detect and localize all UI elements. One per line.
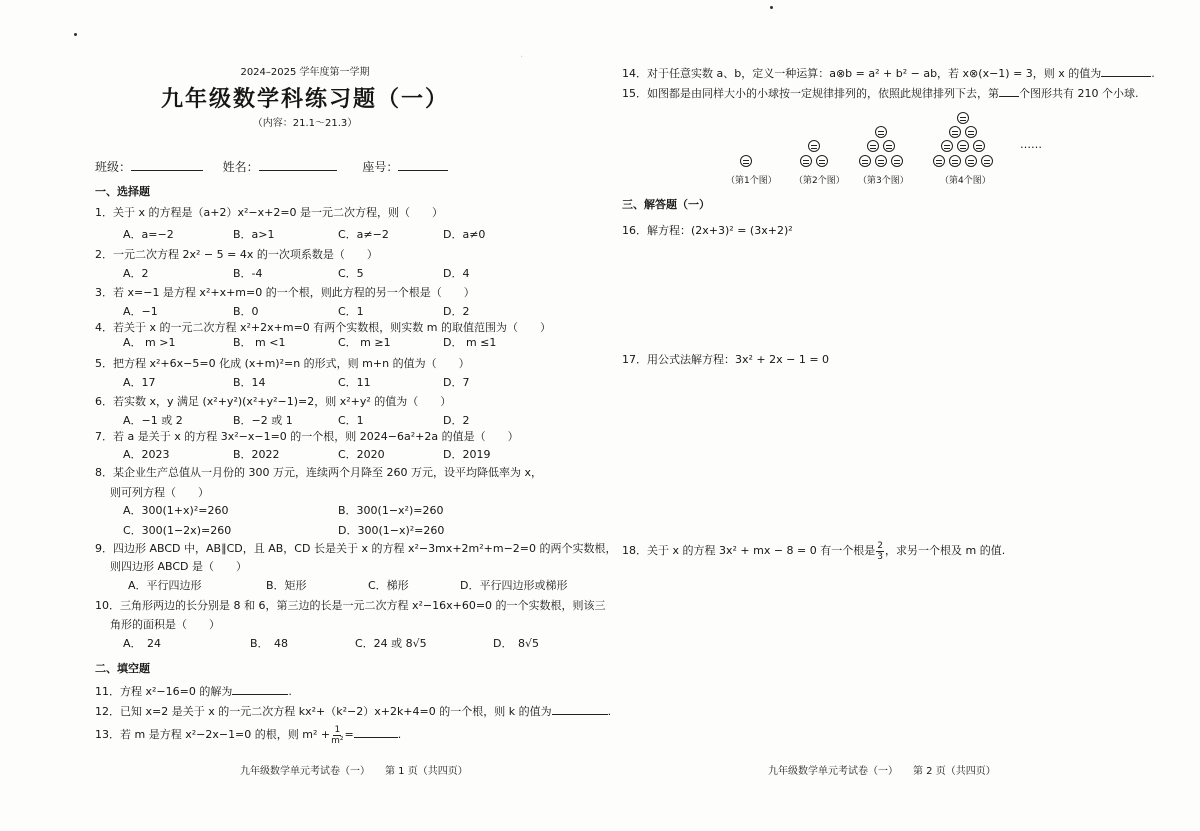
q2-option-d[interactable]: D．4 bbox=[443, 267, 470, 280]
q13-answer-blank[interactable] bbox=[354, 727, 398, 738]
q7-option-b[interactable]: B．2022 bbox=[233, 448, 280, 461]
question-11-text: 11．方程 x²−16=0 的解为 bbox=[95, 685, 233, 698]
ball-icon bbox=[891, 155, 903, 167]
q13-numerator: 1 bbox=[334, 724, 341, 735]
q3-option-c[interactable]: C．1 bbox=[338, 305, 364, 318]
ball-icon bbox=[957, 112, 969, 124]
q5-option-a[interactable]: A．17 bbox=[123, 376, 156, 389]
ball-icon bbox=[883, 140, 895, 152]
question-9-cont: 则四边形 ABCD 是（ ） bbox=[110, 560, 248, 573]
question-18-text: 18．关于 x 的方程 3x² + mx − 8 = 0 有一个根是 bbox=[622, 544, 876, 557]
q10-option-c[interactable]: C．24 或 8√5 bbox=[355, 637, 427, 650]
q8-option-d[interactable]: D．300(1−x)²=260 bbox=[338, 524, 445, 537]
ball-icon bbox=[867, 140, 879, 152]
question-6: 6．若实数 x，y 满足 (x²+y²)(x²+y²−1)=2，则 x²+y² 的值为（ ） bbox=[95, 395, 452, 408]
page-2-footer: 九年级数学单元考试卷（一） 第 2 页（共四页） bbox=[768, 766, 996, 777]
q18-denominator: 3 bbox=[877, 551, 883, 562]
bleed-through: · bbox=[520, 52, 524, 63]
q7-option-d[interactable]: D．2019 bbox=[443, 448, 491, 461]
q13-denominator: m² bbox=[331, 735, 344, 746]
q10-option-d[interactable]: D． 8√5 bbox=[493, 637, 539, 650]
q18-fraction bbox=[876, 541, 884, 562]
q2-option-c[interactable]: C．5 bbox=[338, 267, 364, 280]
q3-option-d[interactable]: D．2 bbox=[443, 305, 470, 318]
name-field[interactable] bbox=[259, 160, 337, 171]
ball-icon bbox=[875, 155, 887, 167]
q4-option-c[interactable]: C． m ≥1 bbox=[338, 336, 391, 349]
ball-icon bbox=[740, 155, 752, 167]
q2-option-a[interactable]: A．2 bbox=[123, 267, 149, 280]
q13-fraction bbox=[331, 725, 343, 746]
q13-equals: = bbox=[344, 728, 354, 741]
ball-icon bbox=[949, 155, 961, 167]
content-scope: （内容：21.1～21.3） bbox=[252, 118, 358, 129]
question-12-text: 12．已知 x=2 是关于 x 的一元二次方程 kx²+（k²−2）x+2k+4=0 的一个根，则 k 的值为 bbox=[95, 705, 552, 718]
question-2: 2．一元二次方程 2x² − 5 = 4x 的一次项系数是（ ） bbox=[95, 248, 378, 261]
q9-option-c[interactable]: C．梯形 bbox=[368, 579, 409, 592]
q4-option-a[interactable]: A． m >1 bbox=[123, 336, 176, 349]
q8-option-b[interactable]: B．300(1−x²)=260 bbox=[338, 504, 444, 517]
figure-4-label: （第4个图） bbox=[940, 176, 991, 186]
question-10: 10．三角形两边的长分别是 8 和 6，第三边的长是一元二次方程 x²−16x+60=0 的一个实数根，则该三 bbox=[95, 599, 606, 612]
figure-2-label: （第2个图） bbox=[794, 176, 845, 186]
question-4: 4．若关于 x 的一元二次方程 x²+2x+m=0 有两个实数根，则实数 m 的取值范围为（ ） bbox=[95, 321, 551, 334]
q2-option-b[interactable]: B．-4 bbox=[233, 267, 263, 280]
ball-icon bbox=[965, 155, 977, 167]
q6-option-b[interactable]: B．−2 或 1 bbox=[233, 414, 293, 427]
q6-option-d[interactable]: D．2 bbox=[443, 414, 470, 427]
q1-option-c[interactable]: C．a≠−2 bbox=[338, 228, 389, 241]
question-18-text-end: ，求另一个根及 m 的值. bbox=[885, 544, 1006, 557]
section-heading-choice: 一、选择题 bbox=[95, 185, 150, 198]
school-year: 2024–2025 学年度第一学期 bbox=[240, 67, 370, 78]
q12-answer-blank[interactable] bbox=[552, 704, 608, 715]
q10-option-a[interactable]: A． 24 bbox=[123, 637, 162, 650]
q6-option-a[interactable]: A．−1 或 2 bbox=[123, 414, 183, 427]
page-title: 九年级数学科练习题（一） bbox=[160, 87, 449, 112]
q5-option-b[interactable]: B．14 bbox=[233, 376, 266, 389]
q9-option-d[interactable]: D．平行四边形或梯形 bbox=[460, 579, 568, 592]
q10-option-b[interactable]: B． 48 bbox=[250, 637, 289, 650]
ball-icon bbox=[965, 126, 977, 138]
question-14: 14．对于任意实数 a、b，定义一种运算：a⊗b = a² + b² − ab，若 x⊗(x−1) = 3，则 x 的值为 . bbox=[622, 67, 1155, 80]
page-1-footer: 九年级数学单元考试卷（一） 第 1 页（共四页） bbox=[240, 766, 468, 777]
question-16: 16．解方程：(2x+3)² = (3x+2)² bbox=[622, 224, 793, 237]
question-7: 7．若 a 是关于 x 的方程 3x²−x−1=0 的一个根，则 2024−6a²+2a 的值是（ ） bbox=[95, 430, 519, 443]
ball-icon bbox=[816, 155, 828, 167]
ball-pattern-figure bbox=[610, 0, 1200, 200]
ball-icon bbox=[859, 155, 871, 167]
figure-3-label: （第3个图） bbox=[858, 176, 909, 186]
seat-label: 座号： bbox=[362, 160, 399, 174]
q4-option-b[interactable]: B． m <1 bbox=[233, 336, 286, 349]
question-1: 1．关于 x 的方程是（a+2）x²−x+2=0 是一元二次方程，则（ ） bbox=[95, 206, 444, 219]
question-13: 13．若 m 是方程 x²−2x−1=0 的根，则 m² + $\frac{1}{\text{m²}}$ = . bbox=[95, 724, 402, 746]
q8-option-a[interactable]: A．300(1+x)²=260 bbox=[123, 504, 229, 517]
question-15-text-end: 个图形共有 210 个小球. bbox=[1019, 87, 1139, 100]
class-field[interactable] bbox=[131, 160, 203, 171]
q11-answer-blank[interactable] bbox=[232, 684, 288, 695]
q3-option-b[interactable]: B．0 bbox=[233, 305, 259, 318]
q6-option-c[interactable]: C．1 bbox=[338, 414, 364, 427]
figure-ellipsis: …… bbox=[1020, 138, 1042, 151]
question-15-text: 15．如图都是由同样大小的小球按一定规律排列的，依照此规律排列下去，第 bbox=[622, 87, 999, 100]
student-info bbox=[95, 160, 448, 174]
ball-icon bbox=[800, 155, 812, 167]
question-10-cont: 角形的面积是（ ） bbox=[110, 618, 220, 631]
question-18 bbox=[622, 540, 1005, 562]
q7-option-a[interactable]: A．2023 bbox=[123, 448, 170, 461]
q1-option-b[interactable]: B．a>1 bbox=[233, 228, 275, 241]
ball-icon bbox=[808, 140, 820, 152]
ball-icon bbox=[933, 155, 945, 167]
question-5: 5．把方程 x²+6x−5=0 化成 (x+m)²=n 的形式，则 m+n 的值为（ ） bbox=[95, 357, 470, 370]
question-13-text: 13．若 m 是方程 x²−2x−1=0 的根，则 bbox=[95, 728, 299, 741]
q7-option-c[interactable]: C．2020 bbox=[338, 448, 385, 461]
q5-option-c[interactable]: C．11 bbox=[338, 376, 371, 389]
ball-icon bbox=[875, 126, 887, 138]
page-2 bbox=[610, 0, 1200, 831]
figure-1-label: （第1个图） bbox=[726, 176, 777, 186]
question-11: 11．方程 x²−16=0 的解为 . bbox=[95, 685, 292, 698]
q18-numerator: 2 bbox=[877, 540, 883, 551]
q3-option-a[interactable]: A．−1 bbox=[123, 305, 158, 318]
class-label: 班级： bbox=[95, 160, 132, 174]
question-8-cont: 则可列方程（ ） bbox=[110, 486, 209, 499]
q1-option-a[interactable]: A．a=−2 bbox=[123, 228, 174, 241]
ball-icon bbox=[949, 126, 961, 138]
question-17: 17．用公式法解方程：3x² + 2x − 1 = 0 bbox=[622, 353, 830, 366]
question-3: 3．若 x=−1 是方程 x²+x+m=0 的一个根，则此方程的另一个根是（ ） bbox=[95, 286, 475, 299]
question-9: 9．四边形 ABCD 中，AB∥CD，且 AB，CD 长是关于 x 的方程 x²−3mx+2m²+m−2=0 的两个实数根， bbox=[95, 542, 617, 555]
question-12: 12．已知 x=2 是关于 x 的一元二次方程 kx²+（k²−2）x+2k+4=0 的一个根，则 k 的值为 . bbox=[95, 705, 612, 718]
section-heading-fill: 二、填空题 bbox=[95, 662, 150, 675]
name-label: 姓名： bbox=[222, 160, 259, 174]
q8-option-c[interactable]: C．300(1−2x)=260 bbox=[123, 524, 232, 537]
q13-expr: m² + bbox=[302, 728, 331, 741]
question-8: 8．某企业生产总值从一月份的 300 万元，连续两个月降至 260 万元，设平均降低率为 x， bbox=[95, 466, 542, 479]
ball-icon bbox=[981, 155, 993, 167]
q9-option-a[interactable]: A．平行四边形 bbox=[128, 579, 202, 592]
ball-icon bbox=[957, 140, 969, 152]
seat-field[interactable] bbox=[398, 160, 448, 171]
q5-option-d[interactable]: D．7 bbox=[443, 376, 470, 389]
ball-icon bbox=[973, 140, 985, 152]
q1-option-d[interactable]: D．a≠0 bbox=[443, 228, 486, 241]
section-heading-answer: 三、解答题（一） bbox=[622, 198, 710, 211]
scan-speck bbox=[74, 33, 77, 36]
q9-option-b[interactable]: B．矩形 bbox=[266, 579, 307, 592]
ball-icon bbox=[941, 140, 953, 152]
q4-option-d[interactable]: D． m ≤1 bbox=[443, 336, 497, 349]
scan-speck bbox=[770, 6, 773, 9]
question-14-text: 14．对于任意实数 a、b，定义一种运算：a⊗b = a² + b² − ab，若 x⊗(x−1) = 3，则 x 的值为 bbox=[622, 67, 1102, 80]
